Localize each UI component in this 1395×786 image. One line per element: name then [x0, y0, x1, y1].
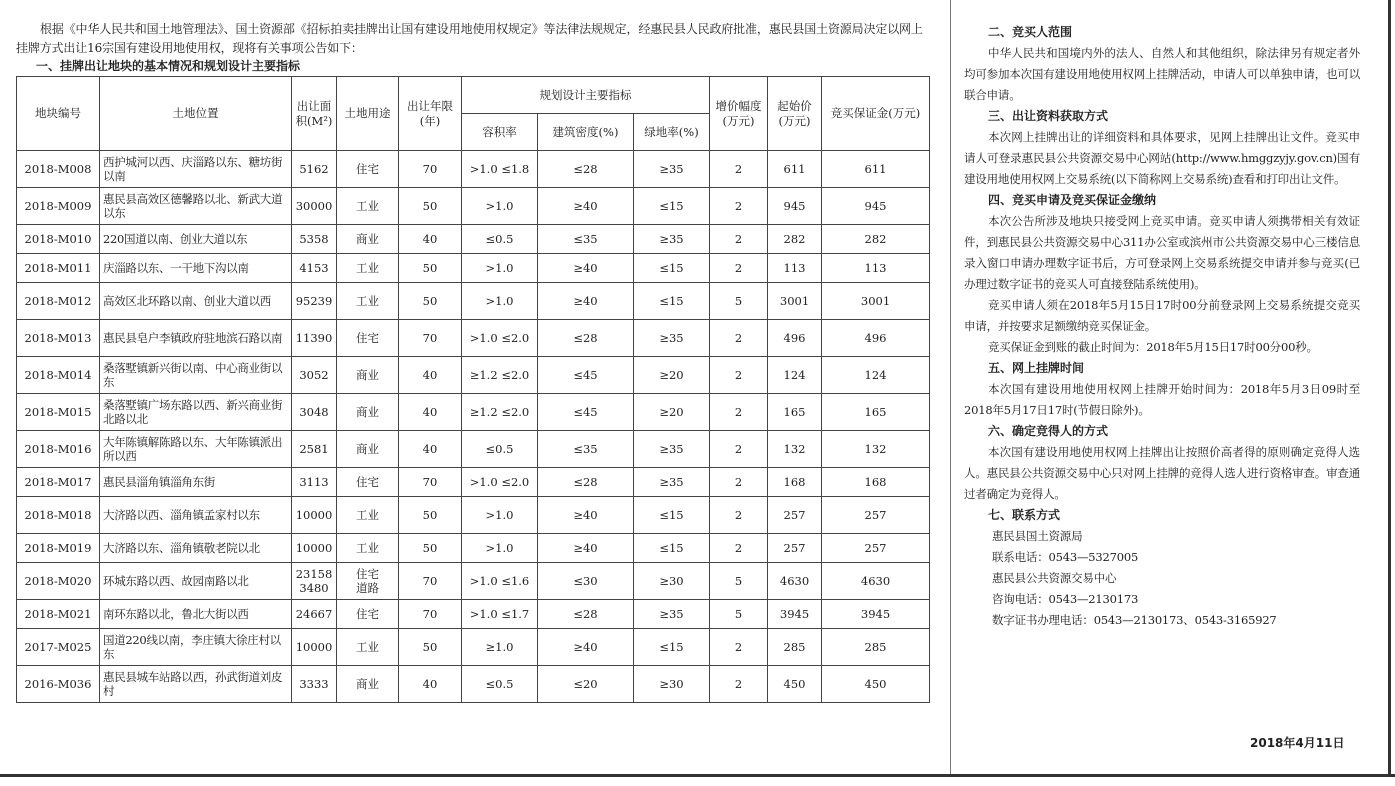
cell-id: 2018-M015 [17, 394, 100, 431]
header-density: 建筑密度(%) [538, 114, 634, 151]
cell-green: ≤15 [634, 254, 710, 283]
cell-term: 70 [399, 320, 462, 357]
cell-term: 70 [399, 563, 462, 600]
header-term: 出让年限(年) [399, 77, 462, 151]
bottom-rule [0, 774, 1395, 777]
cell-density: ≤45 [538, 357, 634, 394]
section1-title: 一、挂牌出让地块的基本情况和规划设计主要指标 [36, 59, 301, 73]
cell-use: 工业 [337, 629, 399, 666]
publish-date: 2018年4月11日 [1250, 736, 1345, 750]
cell-far: >1.0 [462, 188, 538, 225]
cell-id: 2016-M036 [17, 666, 100, 703]
cell-id: 2018-M014 [17, 357, 100, 394]
section5-text: 本次国有建设用地使用权网上挂牌开始时间为：2018年5月3日09时至2018年5月17日17时(节假日除外)。 [964, 382, 1360, 417]
cell-start-price: 285 [768, 629, 822, 666]
cell-increment: 2 [710, 254, 768, 283]
cell-use: 商业 [337, 357, 399, 394]
table-row [17, 357, 930, 394]
cell-green: ≥35 [634, 151, 710, 188]
cell-id: 2018-M013 [17, 320, 100, 357]
cell-deposit: 945 [822, 188, 930, 225]
cell-use: 商业 [337, 225, 399, 254]
cell-location: 环城东路以西、故园南路以北 [100, 563, 292, 600]
cell-green: ≥30 [634, 563, 710, 600]
cell-start-price: 282 [768, 225, 822, 254]
contact-org-1: 惠民县国土资源局 [992, 529, 1083, 543]
cell-term: 50 [399, 497, 462, 534]
cell-density: ≤35 [538, 225, 634, 254]
table-row [17, 468, 930, 497]
cell-use-primary: 住宅 [356, 567, 379, 581]
cell-start-price: 3945 [768, 600, 822, 629]
table-row [17, 600, 930, 629]
cell-term: 70 [399, 468, 462, 497]
header-far: 容积率 [462, 114, 538, 151]
section6-text: 本次国有建设用地使用权网上挂牌出让按照价高者得的原则确定竞得人选人。惠民县公共资源交易中心只对网上挂牌的竞得人选人进行资格审查。审查通过者确定为竞得人。 [964, 445, 1360, 501]
cell-location: 国道220线以南，李庄镇大徐庄村以东 [100, 629, 292, 666]
contact-org-2: 惠民县公共资源交易中心 [992, 571, 1117, 585]
header-start-price: 起始价(万元) [768, 77, 822, 151]
cell-location: 大年陈镇解陈路以东、大年陈镇派出所以西 [100, 431, 292, 468]
cell-use-secondary: 道路 [356, 581, 379, 595]
cell-density: ≤30 [538, 563, 634, 600]
cell-location: 惠民县淄角镇淄角东街 [100, 468, 292, 497]
cell-use: 工业 [337, 254, 399, 283]
cell-area: 4153 [292, 254, 337, 283]
cell-green: ≥20 [634, 394, 710, 431]
cell-increment: 2 [710, 431, 768, 468]
cell-far: ≤0.5 [462, 225, 538, 254]
cell-start-price: 257 [768, 497, 822, 534]
cell-area-secondary: 3480 [299, 581, 329, 595]
cell-density: ≤20 [538, 666, 634, 703]
cell-far: >1.0 ≤2.0 [462, 320, 538, 357]
cell-term: 40 [399, 666, 462, 703]
cell-area: 3052 [292, 357, 337, 394]
header-use: 土地用途 [337, 77, 399, 151]
cell-deposit: 285 [822, 629, 930, 666]
cell-area: 10000 [292, 497, 337, 534]
table-row [17, 394, 930, 431]
table-row [17, 629, 930, 666]
section3-text: 本次网上挂牌出让的详细资料和具体要求，见网上挂牌出让文件。竞买申请人可登录惠民县公共资源交易中心网站(http://www.hmggzyjy.gov.cn)国有建设用地使用权网上交易系统(以下简称网上交易系统)查看和打印出让文件。 [964, 130, 1360, 186]
cell-id: 2018-M021 [17, 600, 100, 629]
section4-title: 四、竞买申请及竞买保证金缴纳 [988, 193, 1157, 207]
cell-deposit: 3001 [822, 283, 930, 320]
cell-green: ≥35 [634, 431, 710, 468]
cell-start-price: 3001 [768, 283, 822, 320]
cell-density: ≥40 [538, 283, 634, 320]
cell-deposit: 168 [822, 468, 930, 497]
cell-term: 70 [399, 600, 462, 629]
cell-increment: 2 [710, 320, 768, 357]
cell-area: 24667 [292, 600, 337, 629]
cell-deposit: 496 [822, 320, 930, 357]
cell-use: 住宅 [337, 151, 399, 188]
cell-green: ≥30 [634, 666, 710, 703]
header-deposit: 竞买保证金(万元) [822, 77, 930, 151]
cell-deposit: 450 [822, 666, 930, 703]
cell-increment: 2 [710, 357, 768, 394]
cell-id: 2018-M009 [17, 188, 100, 225]
table-row [17, 151, 930, 188]
cell-increment: 2 [710, 629, 768, 666]
cell-density: ≥40 [538, 629, 634, 666]
cell-increment: 5 [710, 563, 768, 600]
cell-area: 2581 [292, 431, 337, 468]
cell-area: 5358 [292, 225, 337, 254]
cell-location: 惠民县高效区德馨路以北、新武大道以东 [100, 188, 292, 225]
cell-start-price: 496 [768, 320, 822, 357]
cell-green: ≤15 [634, 629, 710, 666]
parcel-table [16, 76, 930, 703]
table-row [17, 283, 930, 320]
section4-text-2: 竞买申请人须在2018年5月15日17时00分前登录网上交易系统提交竞买申请，并按要求足额缴纳竞买保证金。 [964, 298, 1360, 333]
cell-density: ≤28 [538, 468, 634, 497]
cell-increment: 2 [710, 151, 768, 188]
cell-far: >1.0 ≤1.6 [462, 563, 538, 600]
cell-increment: 5 [710, 283, 768, 320]
cell-location: 惠民县皂户李镇政府驻地滨石路以南 [100, 320, 292, 357]
header-location: 土地位置 [100, 77, 292, 151]
header-increment: 增价幅度(万元) [710, 77, 768, 151]
cell-area: 3048 [292, 394, 337, 431]
cell-use: 住宅 [337, 320, 399, 357]
cell-area-primary: 23158 [295, 567, 333, 581]
cell-use: 工业 [337, 497, 399, 534]
cell-increment: 2 [710, 534, 768, 563]
cell-start-price: 945 [768, 188, 822, 225]
cell-use [337, 563, 399, 600]
cell-id: 2018-M016 [17, 431, 100, 468]
cell-density: ≤35 [538, 431, 634, 468]
cell-id: 2018-M020 [17, 563, 100, 600]
cell-term: 50 [399, 254, 462, 283]
cell-density: ≥40 [538, 497, 634, 534]
cell-area: 95239 [292, 283, 337, 320]
cell-green: ≥35 [634, 468, 710, 497]
cell-id: 2018-M010 [17, 225, 100, 254]
cell-use: 工业 [337, 283, 399, 320]
cell-location: 南环东路以北，鲁北大街以西 [100, 600, 292, 629]
cell-area: 10000 [292, 629, 337, 666]
cell-far: >1.0 [462, 254, 538, 283]
cell-far: >1.0 ≤2.0 [462, 468, 538, 497]
table-row [17, 225, 930, 254]
header-area: 出让面积(M²) [292, 77, 337, 151]
cell-deposit: 611 [822, 151, 930, 188]
cell-use: 商业 [337, 666, 399, 703]
contact-phone-3: 数字证书办理电话：0543—2130173、0543-3165927 [992, 613, 1277, 627]
cell-term: 70 [399, 151, 462, 188]
contact-phone-2: 咨询电话：0543—2130173 [992, 592, 1139, 606]
right-rule [1388, 0, 1391, 777]
cell-green: ≥20 [634, 357, 710, 394]
table-row [17, 534, 930, 563]
cell-increment: 2 [710, 468, 768, 497]
cell-far: >1.0 [462, 534, 538, 563]
cell-deposit: 257 [822, 497, 930, 534]
cell-id: 2017-M025 [17, 629, 100, 666]
cell-start-price: 450 [768, 666, 822, 703]
cell-far: >1.0 [462, 497, 538, 534]
cell-deposit: 132 [822, 431, 930, 468]
cell-use: 住宅 [337, 468, 399, 497]
cell-location: 高效区北环路以南、创业大道以西 [100, 283, 292, 320]
contact-phone-1: 联系电话：0543—5327005 [992, 550, 1139, 564]
cell-term: 50 [399, 534, 462, 563]
section6-title: 六、确定竞得人的方式 [988, 424, 1109, 438]
header-green: 绿地率(%) [634, 114, 710, 151]
cell-deposit: 113 [822, 254, 930, 283]
left-column [16, 20, 934, 703]
cell-far: ≥1.2 ≤2.0 [462, 394, 538, 431]
cell-id: 2018-M008 [17, 151, 100, 188]
cell-density: ≥40 [538, 254, 634, 283]
cell-far: >1.0 ≤1.8 [462, 151, 538, 188]
cell-green: ≤15 [634, 534, 710, 563]
table-row [17, 666, 930, 703]
cell-start-price: 165 [768, 394, 822, 431]
table-row [17, 320, 930, 357]
cell-far: >1.0 [462, 283, 538, 320]
cell-density: ≤45 [538, 394, 634, 431]
cell-term: 50 [399, 629, 462, 666]
cell-far: ≥1.2 ≤2.0 [462, 357, 538, 394]
cell-far: >1.0 ≤1.7 [462, 600, 538, 629]
cell-start-price: 124 [768, 357, 822, 394]
cell-density: ≥40 [538, 534, 634, 563]
cell-location: 220国道以南、创业大道以东 [100, 225, 292, 254]
cell-use: 工业 [337, 188, 399, 225]
cell-location: 大济路以东、淄角镇敬老院以北 [100, 534, 292, 563]
header-id: 地块编号 [17, 77, 100, 151]
section4-text-3: 竞买保证金到账的截止时间为：2018年5月15日17时00分00秒。 [988, 340, 1318, 354]
cell-green: ≤15 [634, 283, 710, 320]
cell-deposit: 257 [822, 534, 930, 563]
cell-id: 2018-M018 [17, 497, 100, 534]
table-row [17, 254, 930, 283]
cell-location: 桑落墅镇广场东路以西、新兴商业街北路以北 [100, 394, 292, 431]
intro-paragraph: 根据《中华人民共和国土地管理法》、国土资源部《招标拍卖挂牌出让国有建设用地使用权规定》等法律法规规定，经惠民县人民政府批准，惠民县国土资源局决定以网上挂牌方式出让16宗国有建设用地使用权，现将有关事项公告如下： [16, 22, 923, 55]
right-column [964, 22, 1360, 631]
cell-deposit: 282 [822, 225, 930, 254]
cell-term: 50 [399, 283, 462, 320]
cell-area: 10000 [292, 534, 337, 563]
cell-increment: 2 [710, 188, 768, 225]
cell-deposit: 3945 [822, 600, 930, 629]
cell-area [292, 563, 337, 600]
cell-far: ≤0.5 [462, 431, 538, 468]
cell-increment: 2 [710, 394, 768, 431]
cell-id: 2018-M011 [17, 254, 100, 283]
cell-term: 40 [399, 431, 462, 468]
cell-area: 3333 [292, 666, 337, 703]
cell-use: 住宅 [337, 600, 399, 629]
cell-increment: 2 [710, 666, 768, 703]
cell-term: 40 [399, 225, 462, 254]
table-row [17, 563, 930, 600]
table-row [17, 431, 930, 468]
section2-text: 中华人民共和国境内外的法人、自然人和其他组织，除法律另有规定者外均可参加本次国有建设用地使用权网上挂牌活动，申请人可以单独申请，也可以联合申请。 [964, 46, 1360, 102]
cell-id: 2018-M019 [17, 534, 100, 563]
cell-green: ≥35 [634, 600, 710, 629]
table-row [17, 188, 930, 225]
cell-far: ≤0.5 [462, 666, 538, 703]
table-row [17, 497, 930, 534]
cell-area: 3113 [292, 468, 337, 497]
cell-term: 40 [399, 394, 462, 431]
cell-location: 庆淄路以东、一干地下沟以南 [100, 254, 292, 283]
cell-increment: 2 [710, 497, 768, 534]
cell-start-price: 611 [768, 151, 822, 188]
cell-green: ≥35 [634, 320, 710, 357]
cell-green: ≥35 [634, 225, 710, 254]
cell-use: 工业 [337, 534, 399, 563]
cell-density: ≤28 [538, 600, 634, 629]
cell-increment: 2 [710, 225, 768, 254]
cell-density: ≤28 [538, 320, 634, 357]
section7-title: 七、联系方式 [988, 508, 1061, 522]
cell-use: 商业 [337, 431, 399, 468]
cell-id: 2018-M012 [17, 283, 100, 320]
cell-deposit: 165 [822, 394, 930, 431]
section3-title: 三、出让资料获取方式 [988, 109, 1109, 123]
cell-green: ≤15 [634, 497, 710, 534]
cell-start-price: 113 [768, 254, 822, 283]
cell-start-price: 257 [768, 534, 822, 563]
cell-start-price: 132 [768, 431, 822, 468]
cell-start-price: 168 [768, 468, 822, 497]
cell-increment: 5 [710, 600, 768, 629]
cell-start-price: 4630 [768, 563, 822, 600]
cell-green: ≤15 [634, 188, 710, 225]
cell-term: 50 [399, 188, 462, 225]
cell-deposit: 124 [822, 357, 930, 394]
cell-area: 30000 [292, 188, 337, 225]
cell-id: 2018-M017 [17, 468, 100, 497]
cell-density: ≤28 [538, 151, 634, 188]
cell-location: 惠民县城车站路以西，孙武街道刘皮村 [100, 666, 292, 703]
cell-location: 桑落墅镇新兴街以南、中心商业街以东 [100, 357, 292, 394]
section2-title: 二、竞买人范围 [988, 25, 1073, 39]
cell-density: ≥40 [538, 188, 634, 225]
cell-area: 5162 [292, 151, 337, 188]
cell-location: 大济路以西、淄角镇孟家村以东 [100, 497, 292, 534]
cell-area: 11390 [292, 320, 337, 357]
cell-term: 40 [399, 357, 462, 394]
section5-title: 五、网上挂牌时间 [988, 361, 1085, 375]
cell-far: ≥1.0 [462, 629, 538, 666]
section4-text-1: 本次公告所涉及地块只接受网上竞买申请。竞买申请人须携带相关有效证件，到惠民县公共资源交易中心311办公室或滨州市公共资源交易中心三楼信息录入窗口申请办理数字证书后，方可登录网上交易系统提交申请并参与竞买(已办理过数字证书的竞买人可直接登陆系统使用)。 [964, 214, 1360, 291]
column-divider [950, 0, 951, 774]
header-plan: 规划设计主要指标 [462, 77, 710, 114]
cell-location: 西护城河以西、庆淄路以东、糖坊街以南 [100, 151, 292, 188]
cell-use: 商业 [337, 394, 399, 431]
cell-deposit: 4630 [822, 563, 930, 600]
